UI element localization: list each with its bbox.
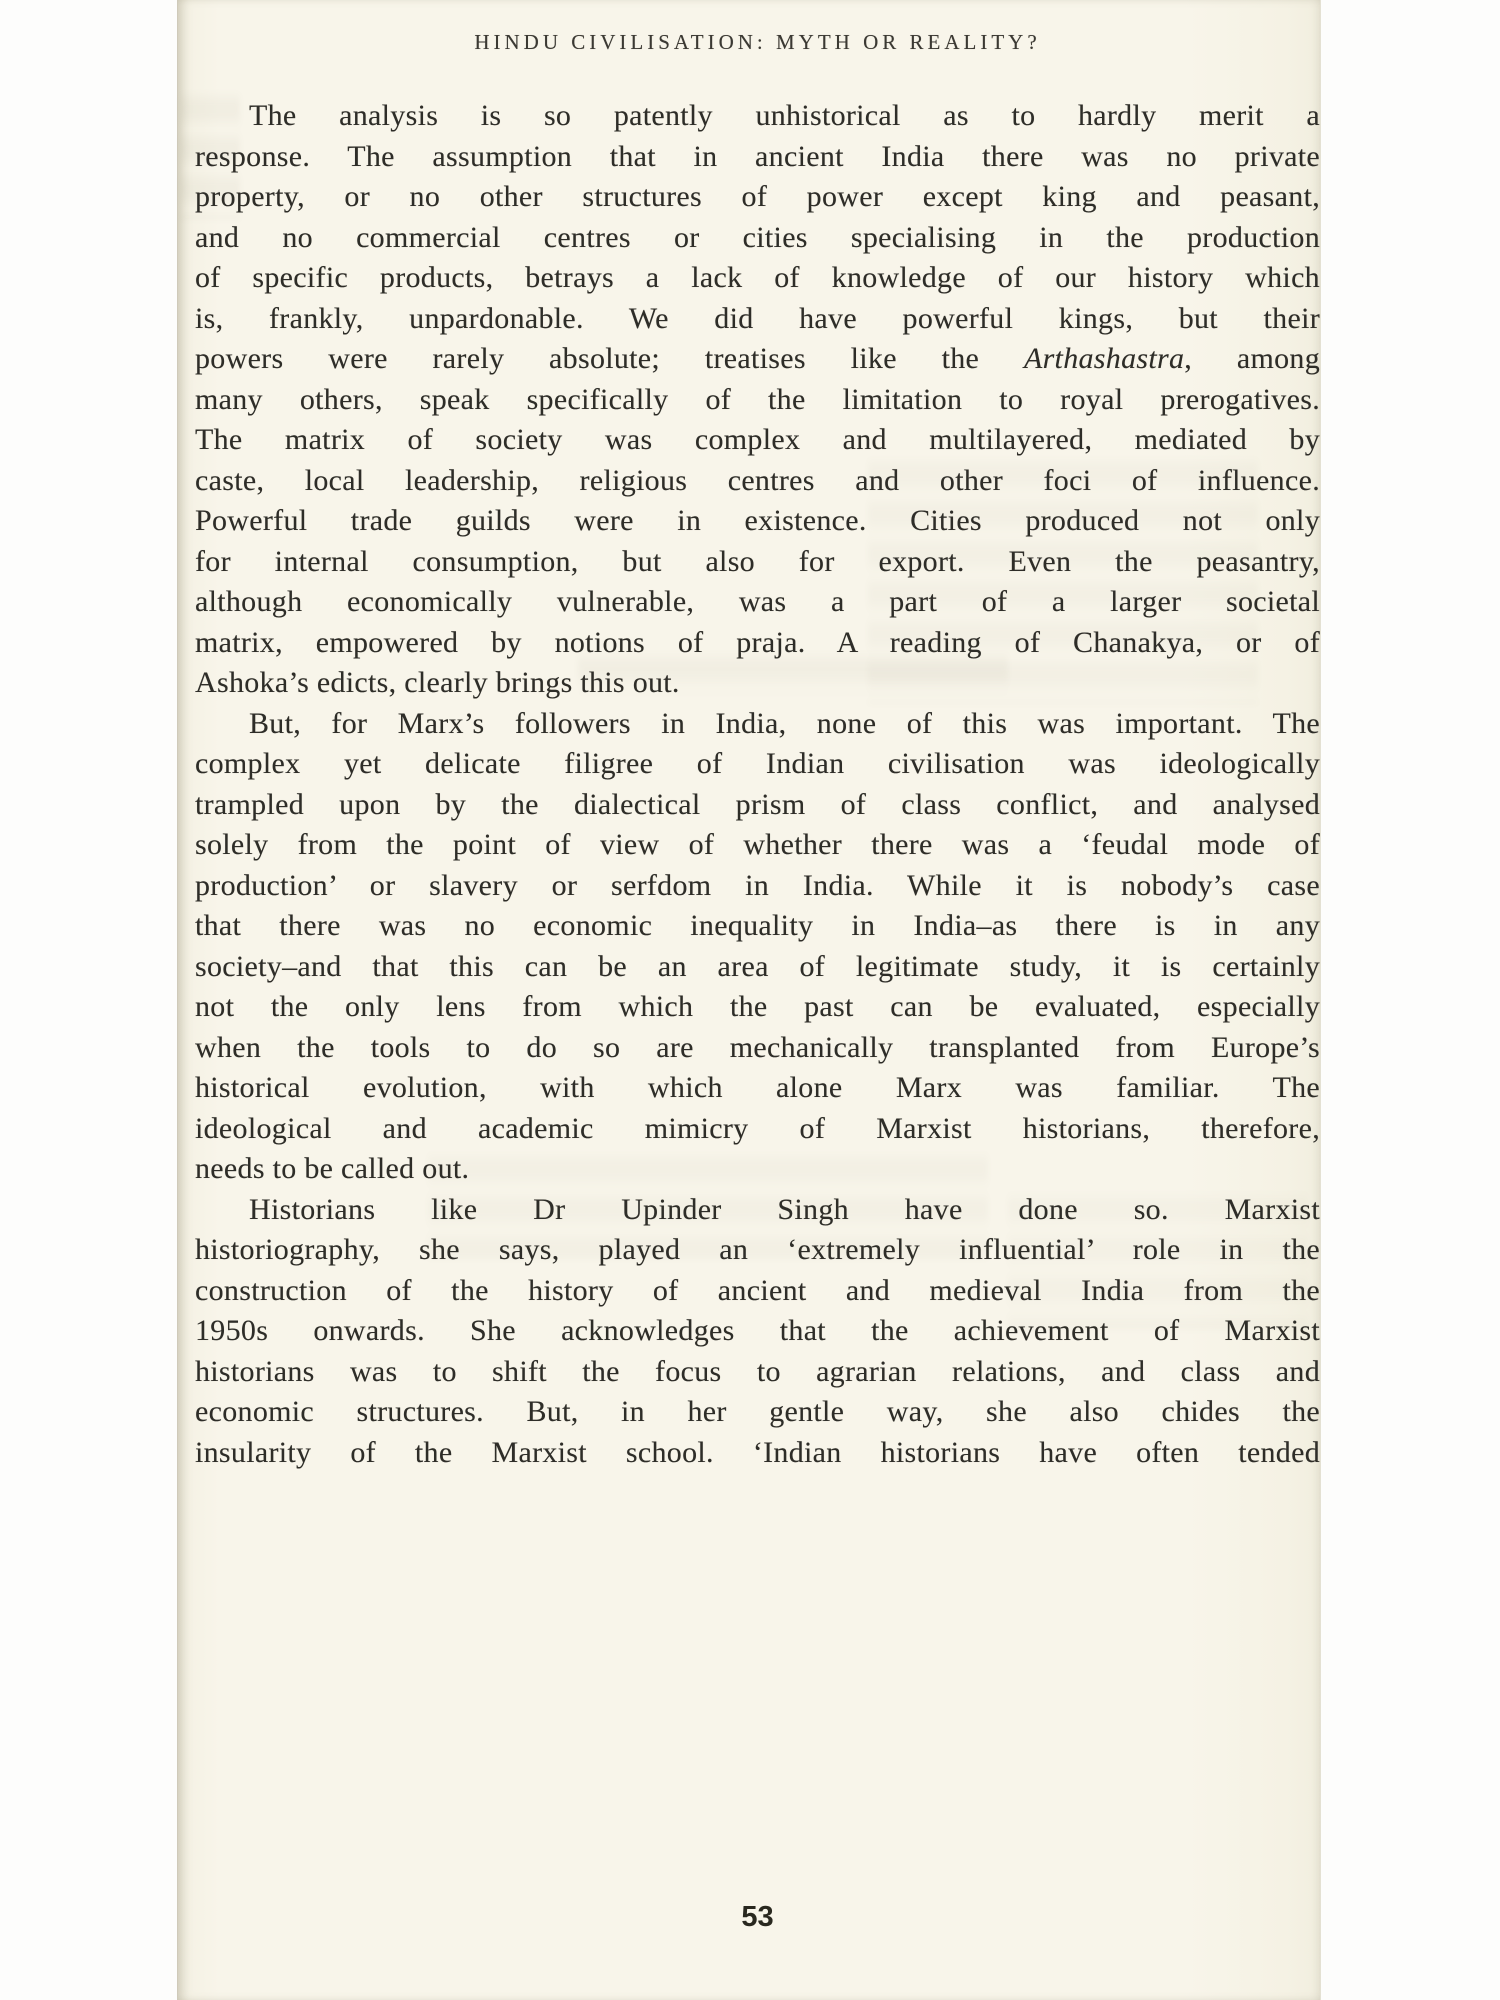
body-text-segment: The matrix of society was complex and multilayered, mediated by xyxy=(195,423,1320,456)
text-line xyxy=(195,137,1320,178)
body-text-segment: complex yet delicate filigree of Indian civilisation was ideologically xyxy=(195,747,1320,780)
text-line xyxy=(195,1352,1320,1393)
body-text xyxy=(195,96,1320,1473)
text-line xyxy=(195,258,1320,299)
body-text-segment: production’ or slavery or serfdom in India. While it is nobody’s case xyxy=(195,868,1320,902)
text-line xyxy=(195,1190,1320,1231)
body-text-segment: powers were rarely absolute; treatises like the xyxy=(195,342,1024,375)
text-line xyxy=(195,582,1320,623)
text-line xyxy=(195,380,1320,421)
text-line xyxy=(195,906,1320,947)
body-text-segment: Historians like Dr Upinder Singh have done so. Marxist xyxy=(249,1192,1320,1226)
body-text-segment: when the tools to do so are mechanically transplanted from Europe’s xyxy=(195,1030,1320,1064)
body-text-segment: historiography, she says, played an ‘extremely influential’ role in the xyxy=(195,1233,1320,1266)
text-line xyxy=(195,947,1320,988)
body-text-segment: But, for Marx’s followers in India, none of this was important. The xyxy=(249,706,1320,740)
text-line xyxy=(195,785,1320,826)
page-number: 53 xyxy=(741,1901,774,1933)
text-line xyxy=(195,1109,1320,1150)
body-text-segment: needs to be called out. xyxy=(195,1152,470,1185)
body-text-segment: many others, speak specifically of the limitation to royal prerogatives. xyxy=(195,382,1320,416)
body-text-segment: not the only lens from which the past can be evaluated, especially xyxy=(195,990,1320,1023)
text-line xyxy=(195,663,1320,704)
text-line xyxy=(195,1028,1320,1069)
text-line xyxy=(195,623,1320,664)
body-text-segment: The analysis is so patently unhistorical as to hardly merit a xyxy=(249,99,1320,132)
text-line xyxy=(195,1149,1320,1190)
body-text-segment: and no commercial centres or cities specialising in the production xyxy=(195,220,1320,254)
book-page-paper xyxy=(178,0,1320,2000)
text-line xyxy=(195,542,1320,583)
body-text-segment: , among xyxy=(1184,342,1320,375)
body-text-segment: trampled upon by the dialectical prism of class conflict, and analysed xyxy=(195,787,1320,821)
body-text-segment: economic structures. But, in her gentle way, she also chides the xyxy=(195,1395,1320,1428)
text-line xyxy=(195,1068,1320,1109)
body-text-segment: 1950s onwards. She acknowledges that the achievement of Marxist xyxy=(195,1314,1320,1347)
text-line xyxy=(195,339,1320,380)
body-text-segment: construction of the history of ancient and medieval India from the xyxy=(195,1273,1320,1307)
body-text-segment: insularity of the Marxist school. ‘Indian historians have often tended xyxy=(195,1435,1320,1469)
text-line xyxy=(195,218,1320,259)
body-text-segment: matrix, empowered by notions of praja. A reading of Chanakya, or of xyxy=(195,625,1320,659)
body-text-segment: caste, local leadership, religious centres and other foci of influence. xyxy=(195,463,1320,497)
text-line xyxy=(195,1433,1320,1474)
body-text-segment: solely from the point of view of whether there was a ‘feudal mode of xyxy=(195,828,1320,861)
body-text-segment: of specific products, betrays a lack of knowledge of our history which xyxy=(195,261,1320,294)
text-line xyxy=(195,866,1320,907)
body-text-segment: property, or no other structures of power except king and peasant, xyxy=(195,180,1320,213)
text-line xyxy=(195,704,1320,745)
running-header: HINDU CIVILISATION: MYTH OR REALITY? xyxy=(474,30,1041,54)
text-line xyxy=(195,1392,1320,1433)
text-line xyxy=(195,177,1320,218)
text-line xyxy=(195,299,1320,340)
body-text-segment: ideological and academic mimicry of Marxist historians, therefore, xyxy=(195,1111,1320,1145)
body-text-segment: historical evolution, with which alone Marx was familiar. The xyxy=(195,1071,1320,1104)
text-line xyxy=(195,501,1320,542)
text-line xyxy=(195,825,1320,866)
body-text-segment: that there was no economic inequality in India–as there is in any xyxy=(195,909,1320,942)
body-text-segment: is, frankly, unpardonable. We did have powerful kings, but their xyxy=(195,301,1320,335)
text-line xyxy=(195,1271,1320,1312)
body-text-segment: for internal consumption, but also for export. Even the peasantry, xyxy=(195,544,1320,578)
body-text-segment: Powerful trade guilds were in existence. Cities produced not only xyxy=(195,504,1320,537)
text-line xyxy=(195,420,1320,461)
text-line xyxy=(195,744,1320,785)
text-line xyxy=(195,96,1320,137)
body-text-segment: Ashoka’s edicts, clearly brings this out. xyxy=(195,666,680,699)
body-text-segment: response. The assumption that in ancient India there was no private xyxy=(195,139,1320,173)
body-text-segment: although economically vulnerable, was a part of a larger societal xyxy=(195,585,1320,618)
italic-text: Arthashastra xyxy=(1023,342,1185,375)
text-line xyxy=(195,461,1320,502)
text-line xyxy=(195,987,1320,1028)
body-text-segment: historians was to shift the focus to agrarian relations, and class and xyxy=(195,1354,1320,1388)
text-line xyxy=(195,1311,1320,1352)
body-text-segment: society–and that this can be an area of legitimate study, it is certainly xyxy=(195,949,1320,983)
text-line xyxy=(195,1230,1320,1271)
